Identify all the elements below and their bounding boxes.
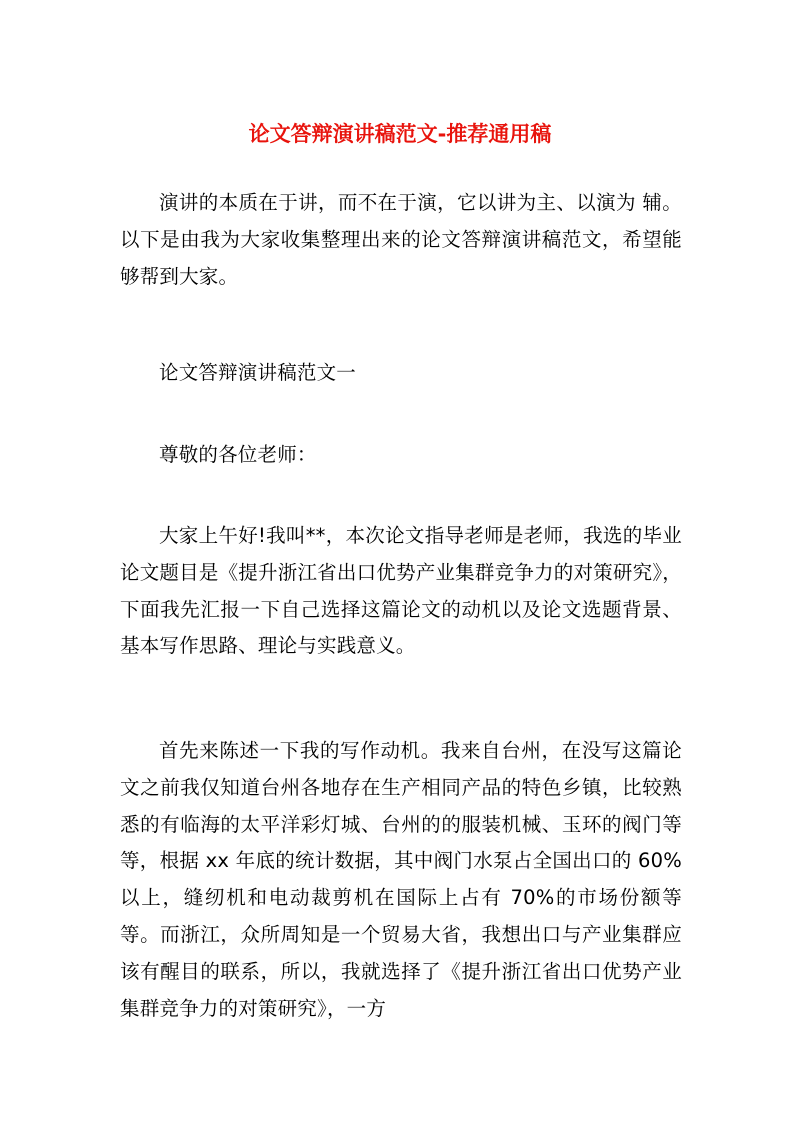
body-paragraph: 首先来陈述一下我的写作动机。我来自台州，在没写这篇论文之前我仅知道台州各地存在生产相同产品的特色乡镇，比较熟悉的有临海的太平洋彩灯城、台州的的服装机械、玉环的阀门等等，根据 xx 年底的统计数据，其中阀门水泵占全国出口的 60%以上，缝纫机和电动裁剪机在国际上占有 70%的市场份额等等。而浙江，众所周知是一个贸易大省，我想出口与产业集群应该有醒目的联系，所以，我就选择了《提升浙江省出口优势产业集群竞争力的对策研究》，一方 [120,739,682,1020]
document-title: 论文答辩演讲稿范文-推荐通用稿 [248,122,552,147]
body-paragraph: 大家上午好!我叫**，本次论文指导老师是老师，我选的毕业论文题目是《提升浙江省出口优势产业集群竞争力的对策研究》，下面我先汇报一下自己选择这篇论文的动机以及论文选题背景、基本写作思路、理论与实践意义。 [120,524,682,658]
intro-paragraph: 演讲的本质在于讲，而不在于演，它以讲为主、以演为 辅。以下是由我为大家收集整理出来的论文答辩演讲稿范文，希望能够帮到大家。 [120,191,682,288]
section-heading: 论文答辩演讲稿范文一 [159,361,357,384]
salutation: 尊敬的各位老师： [159,443,317,466]
